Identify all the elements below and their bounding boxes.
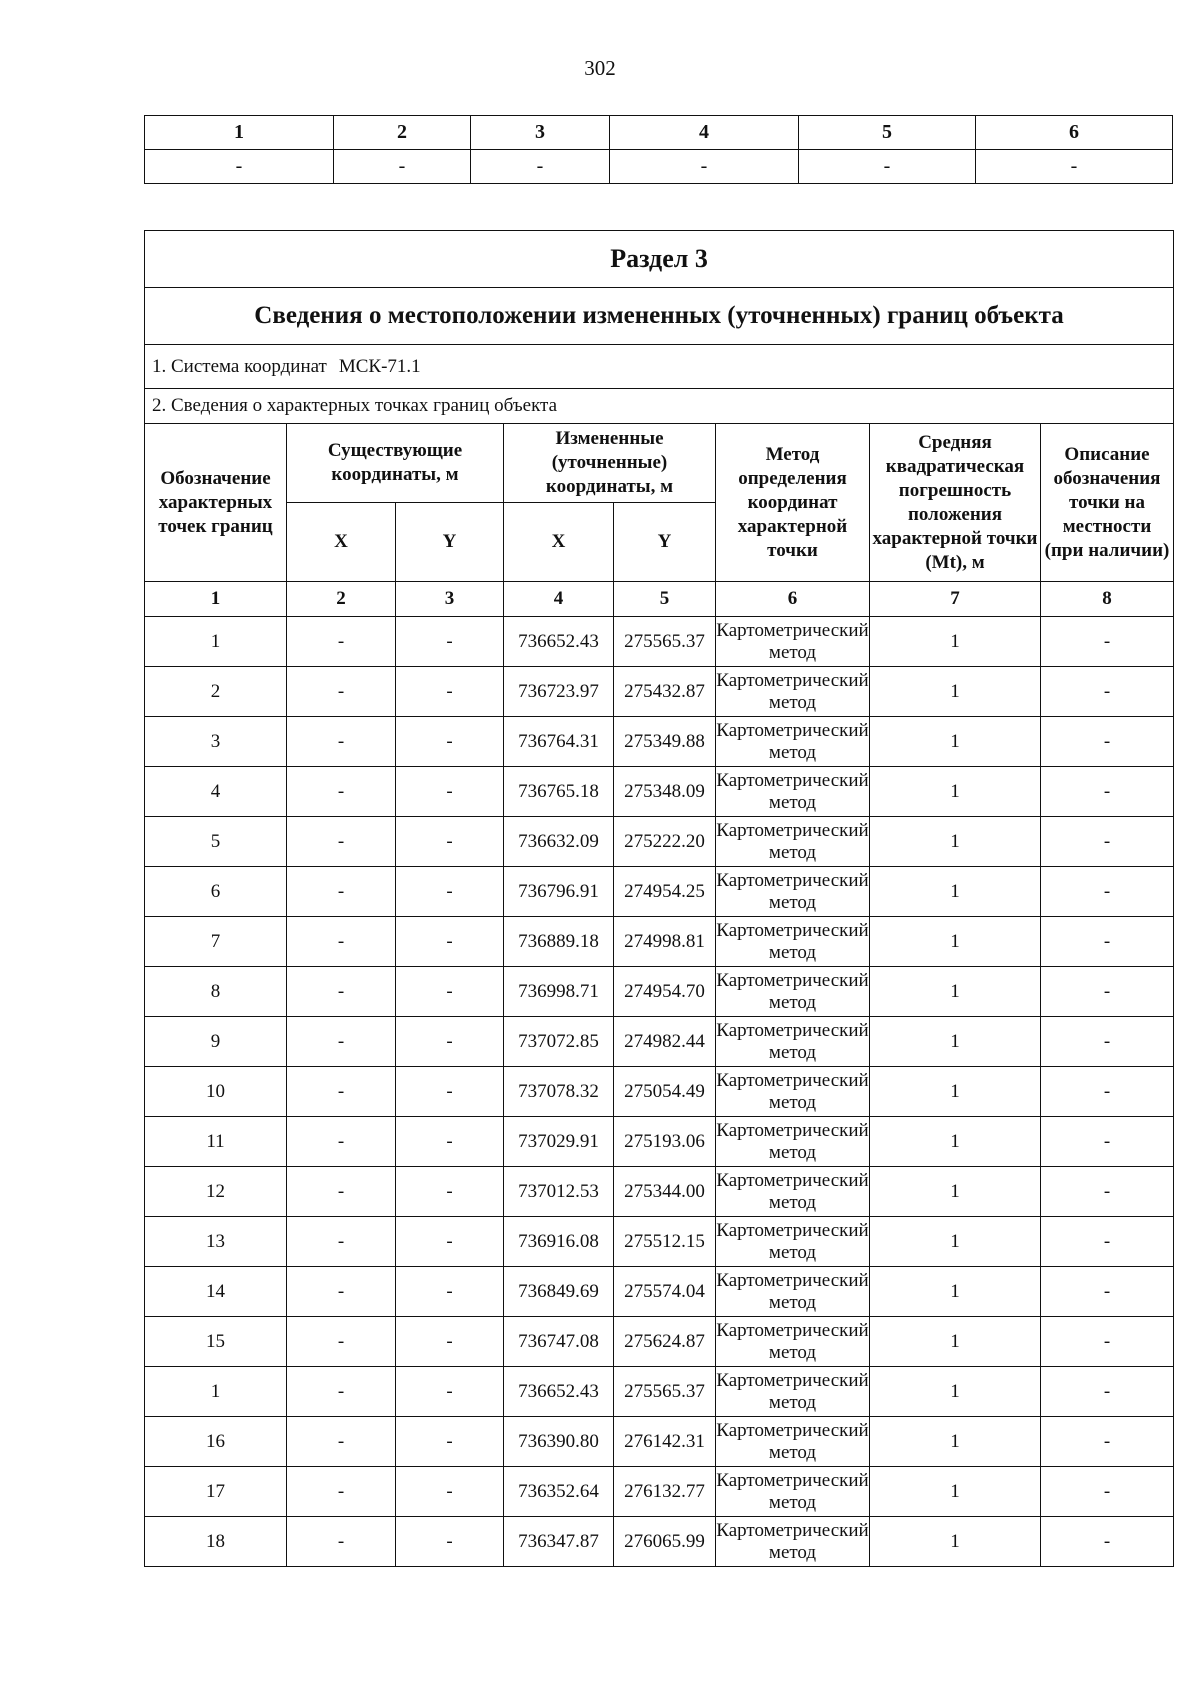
header-existing-y: Y <box>396 503 504 582</box>
existing-y-cell: - <box>396 1317 504 1367</box>
existing-x-cell: - <box>287 1317 396 1367</box>
table-row <box>145 1367 1174 1417</box>
changed-x-cell: 736632.09 <box>504 817 614 867</box>
error-cell: 1 <box>870 1067 1041 1117</box>
table-row <box>145 1217 1174 1267</box>
top-table-header-cell: 3 <box>471 116 610 150</box>
changed-x-cell: 736347.87 <box>504 1517 614 1567</box>
point-designation-cell: 11 <box>145 1117 287 1167</box>
point-designation-cell: 3 <box>145 717 287 767</box>
changed-x-cell: 736352.64 <box>504 1467 614 1517</box>
changed-y-cell: 275574.04 <box>614 1267 716 1317</box>
changed-y-cell: 275193.06 <box>614 1117 716 1167</box>
description-cell: - <box>1041 917 1174 967</box>
existing-y-cell: - <box>396 1417 504 1467</box>
top-table-header-cell: 5 <box>799 116 976 150</box>
top-table-cell: - <box>976 150 1173 184</box>
top-table-cell: - <box>145 150 334 184</box>
existing-x-cell: - <box>287 1167 396 1217</box>
changed-x-cell: 736998.71 <box>504 967 614 1017</box>
changed-y-cell: 275349.88 <box>614 717 716 767</box>
changed-x-cell: 736764.31 <box>504 717 614 767</box>
changed-x-cell: 736723.97 <box>504 667 614 717</box>
existing-y-cell: - <box>396 1167 504 1217</box>
existing-y-cell: - <box>396 867 504 917</box>
points-info-label: 2. Сведения о характерных точках границ объекта <box>145 389 1174 424</box>
existing-x-cell: - <box>287 767 396 817</box>
changed-x-cell: 737012.53 <box>504 1167 614 1217</box>
boundary-points-table <box>144 230 1174 1567</box>
changed-y-cell: 276132.77 <box>614 1467 716 1517</box>
existing-y-cell: - <box>396 717 504 767</box>
table-row <box>145 1017 1174 1067</box>
error-cell: 1 <box>870 1017 1041 1067</box>
section-subtitle: Сведения о местоположении измененных (уточненных) границ объекта <box>145 288 1174 345</box>
existing-x-cell: - <box>287 617 396 667</box>
coordinate-system-value: МСК-71.1 <box>338 355 421 377</box>
changed-x-cell: 737029.91 <box>504 1117 614 1167</box>
header-changed-coordinates: Измененные (уточненные) координаты, м <box>504 424 716 503</box>
error-cell: 1 <box>870 1267 1041 1317</box>
changed-y-cell: 275565.37 <box>614 617 716 667</box>
error-cell: 1 <box>870 817 1041 867</box>
description-cell: - <box>1041 1467 1174 1517</box>
method-cell: Картометрический метод <box>716 967 870 1017</box>
page-number: 302 <box>584 56 616 80</box>
table-row <box>145 1267 1174 1317</box>
changed-y-cell: 275624.87 <box>614 1317 716 1367</box>
point-designation-cell: 5 <box>145 817 287 867</box>
changed-y-cell: 275222.20 <box>614 817 716 867</box>
header-changed-y: Y <box>614 503 716 582</box>
existing-y-cell: - <box>396 617 504 667</box>
description-cell: - <box>1041 717 1174 767</box>
error-cell: 1 <box>870 967 1041 1017</box>
table-row <box>145 767 1174 817</box>
existing-x-cell: - <box>287 967 396 1017</box>
changed-y-cell: 274954.25 <box>614 867 716 917</box>
column-number: 5 <box>614 582 716 617</box>
point-designation-cell: 14 <box>145 1267 287 1317</box>
point-designation-cell: 4 <box>145 767 287 817</box>
column-number: 6 <box>716 582 870 617</box>
error-cell: 1 <box>870 1317 1041 1367</box>
changed-x-cell: 736747.08 <box>504 1317 614 1367</box>
changed-y-cell: 274982.44 <box>614 1017 716 1067</box>
header-description: Описание обозначения точки на местности (при наличии) <box>1041 424 1174 582</box>
method-cell: Картометрический метод <box>716 1267 870 1317</box>
description-cell: - <box>1041 867 1174 917</box>
changed-y-cell: 276142.31 <box>614 1417 716 1467</box>
top-table-header-row <box>145 116 1173 150</box>
existing-x-cell: - <box>287 867 396 917</box>
table-row <box>145 917 1174 967</box>
description-cell: - <box>1041 1067 1174 1117</box>
method-cell: Картометрический метод <box>716 617 870 667</box>
top-table-header-cell: 4 <box>610 116 799 150</box>
point-designation-cell: 9 <box>145 1017 287 1067</box>
existing-y-cell: - <box>396 1367 504 1417</box>
description-cell: - <box>1041 667 1174 717</box>
column-numbers-row <box>145 582 1174 617</box>
description-cell: - <box>1041 1267 1174 1317</box>
existing-y-cell: - <box>396 1117 504 1167</box>
top-table-header-cell: 1 <box>145 116 334 150</box>
table-row <box>145 817 1174 867</box>
changed-y-cell: 275432.87 <box>614 667 716 717</box>
error-cell: 1 <box>870 1467 1041 1517</box>
description-cell: - <box>1041 1517 1174 1567</box>
method-cell: Картометрический метод <box>716 1217 870 1267</box>
changed-y-cell: 276065.99 <box>614 1517 716 1567</box>
header-existing-coordinates: Существующие координаты, м <box>287 424 504 503</box>
point-designation-cell: 7 <box>145 917 287 967</box>
changed-x-cell: 736889.18 <box>504 917 614 967</box>
point-designation-cell: 1 <box>145 617 287 667</box>
existing-y-cell: - <box>396 1067 504 1117</box>
description-cell: - <box>1041 1417 1174 1467</box>
changed-y-cell: 275512.15 <box>614 1217 716 1267</box>
method-cell: Картометрический метод <box>716 767 870 817</box>
top-table-row <box>145 150 1173 184</box>
description-cell: - <box>1041 1117 1174 1167</box>
description-cell: - <box>1041 1167 1174 1217</box>
column-number: 3 <box>396 582 504 617</box>
top-table-cell: - <box>610 150 799 184</box>
point-designation-cell: 10 <box>145 1067 287 1117</box>
top-table-cell: - <box>799 150 976 184</box>
description-cell: - <box>1041 1317 1174 1367</box>
table-row <box>145 717 1174 767</box>
header-changed-x: X <box>504 503 614 582</box>
changed-x-cell: 737072.85 <box>504 1017 614 1067</box>
existing-x-cell: - <box>287 1017 396 1067</box>
table-row <box>145 867 1174 917</box>
existing-y-cell: - <box>396 1017 504 1067</box>
table-row <box>145 1317 1174 1367</box>
header-method: Метод определения координат характерной точки <box>716 424 870 582</box>
changed-y-cell: 274954.70 <box>614 967 716 1017</box>
method-cell: Картометрический метод <box>716 717 870 767</box>
existing-x-cell: - <box>287 1367 396 1417</box>
existing-y-cell: - <box>396 1467 504 1517</box>
point-designation-cell: 12 <box>145 1167 287 1217</box>
existing-y-cell: - <box>396 967 504 1017</box>
error-cell: 1 <box>870 717 1041 767</box>
error-cell: 1 <box>870 1167 1041 1217</box>
changed-x-cell: 736916.08 <box>504 1217 614 1267</box>
point-designation-cell: 15 <box>145 1317 287 1367</box>
method-cell: Картометрический метод <box>716 1417 870 1467</box>
changed-x-cell: 736796.91 <box>504 867 614 917</box>
existing-y-cell: - <box>396 1517 504 1567</box>
existing-x-cell: - <box>287 1467 396 1517</box>
existing-y-cell: - <box>396 767 504 817</box>
point-designation-cell: 1 <box>145 1367 287 1417</box>
method-cell: Картометрический метод <box>716 1367 870 1417</box>
point-designation-cell: 17 <box>145 1467 287 1517</box>
changed-x-cell: 736652.43 <box>504 1367 614 1417</box>
top-table-cell: - <box>471 150 610 184</box>
method-cell: Картометрический метод <box>716 667 870 717</box>
existing-y-cell: - <box>396 917 504 967</box>
error-cell: 1 <box>870 617 1041 667</box>
existing-y-cell: - <box>396 1267 504 1317</box>
error-cell: 1 <box>870 1417 1041 1467</box>
table-row <box>145 667 1174 717</box>
coordinate-system-row <box>145 345 1174 389</box>
description-cell: - <box>1041 817 1174 867</box>
existing-x-cell: - <box>287 1117 396 1167</box>
changed-x-cell: 737078.32 <box>504 1067 614 1117</box>
header-existing-x: X <box>287 503 396 582</box>
error-cell: 1 <box>870 917 1041 967</box>
header-error: Средняя квадратическая погрешность положения характерной точки (Mt), м <box>870 424 1041 582</box>
description-cell: - <box>1041 767 1174 817</box>
method-cell: Картометрический метод <box>716 1467 870 1517</box>
method-cell: Картометрический метод <box>716 1067 870 1117</box>
point-designation-cell: 6 <box>145 867 287 917</box>
column-number: 4 <box>504 582 614 617</box>
existing-x-cell: - <box>287 1067 396 1117</box>
top-table-header-cell: 6 <box>976 116 1173 150</box>
method-cell: Картометрический метод <box>716 1117 870 1167</box>
existing-x-cell: - <box>287 1217 396 1267</box>
error-cell: 1 <box>870 767 1041 817</box>
error-cell: 1 <box>870 667 1041 717</box>
top-table-cell: - <box>334 150 471 184</box>
point-designation-cell: 2 <box>145 667 287 717</box>
table-row <box>145 1417 1174 1467</box>
point-designation-cell: 8 <box>145 967 287 1017</box>
method-cell: Картометрический метод <box>716 1167 870 1217</box>
existing-x-cell: - <box>287 917 396 967</box>
changed-y-cell: 274998.81 <box>614 917 716 967</box>
error-cell: 1 <box>870 1367 1041 1417</box>
changed-x-cell: 736652.43 <box>504 617 614 667</box>
header-designation: Обозначение характерных точек границ <box>145 424 287 582</box>
method-cell: Картометрический метод <box>716 1517 870 1567</box>
table-row <box>145 1517 1174 1567</box>
error-cell: 1 <box>870 867 1041 917</box>
table-row <box>145 617 1174 667</box>
method-cell: Картометрический метод <box>716 817 870 867</box>
existing-y-cell: - <box>396 817 504 867</box>
table-row <box>145 1467 1174 1517</box>
existing-x-cell: - <box>287 1417 396 1467</box>
section-title: Раздел 3 <box>145 231 1174 288</box>
table-row <box>145 967 1174 1017</box>
description-cell: - <box>1041 1367 1174 1417</box>
method-cell: Картометрический метод <box>716 917 870 967</box>
error-cell: 1 <box>870 1517 1041 1567</box>
method-cell: Картометрический метод <box>716 867 870 917</box>
coordinate-system-label: 1. Система координат <box>152 355 327 377</box>
method-cell: Картометрический метод <box>716 1017 870 1067</box>
existing-y-cell: - <box>396 667 504 717</box>
existing-x-cell: - <box>287 1517 396 1567</box>
point-designation-cell: 13 <box>145 1217 287 1267</box>
column-number: 1 <box>145 582 287 617</box>
existing-y-cell: - <box>396 1217 504 1267</box>
column-number: 8 <box>1041 582 1174 617</box>
top-table-header-cell: 2 <box>334 116 471 150</box>
point-designation-cell: 18 <box>145 1517 287 1567</box>
table-row <box>145 1067 1174 1117</box>
existing-x-cell: - <box>287 667 396 717</box>
method-cell: Картометрический метод <box>716 1317 870 1367</box>
top-table <box>144 115 1173 184</box>
error-cell: 1 <box>870 1217 1041 1267</box>
changed-y-cell: 275565.37 <box>614 1367 716 1417</box>
column-number: 2 <box>287 582 396 617</box>
existing-x-cell: - <box>287 817 396 867</box>
table-row <box>145 1117 1174 1167</box>
changed-x-cell: 736765.18 <box>504 767 614 817</box>
error-cell: 1 <box>870 1117 1041 1167</box>
table-row <box>145 1167 1174 1217</box>
point-designation-cell: 16 <box>145 1417 287 1467</box>
changed-y-cell: 275054.49 <box>614 1067 716 1117</box>
existing-x-cell: - <box>287 1267 396 1317</box>
description-cell: - <box>1041 967 1174 1017</box>
description-cell: - <box>1041 1217 1174 1267</box>
changed-y-cell: 275348.09 <box>614 767 716 817</box>
description-cell: - <box>1041 1017 1174 1067</box>
description-cell: - <box>1041 617 1174 667</box>
existing-x-cell: - <box>287 717 396 767</box>
changed-y-cell: 275344.00 <box>614 1167 716 1217</box>
column-number: 7 <box>870 582 1041 617</box>
changed-x-cell: 736390.80 <box>504 1417 614 1467</box>
changed-x-cell: 736849.69 <box>504 1267 614 1317</box>
